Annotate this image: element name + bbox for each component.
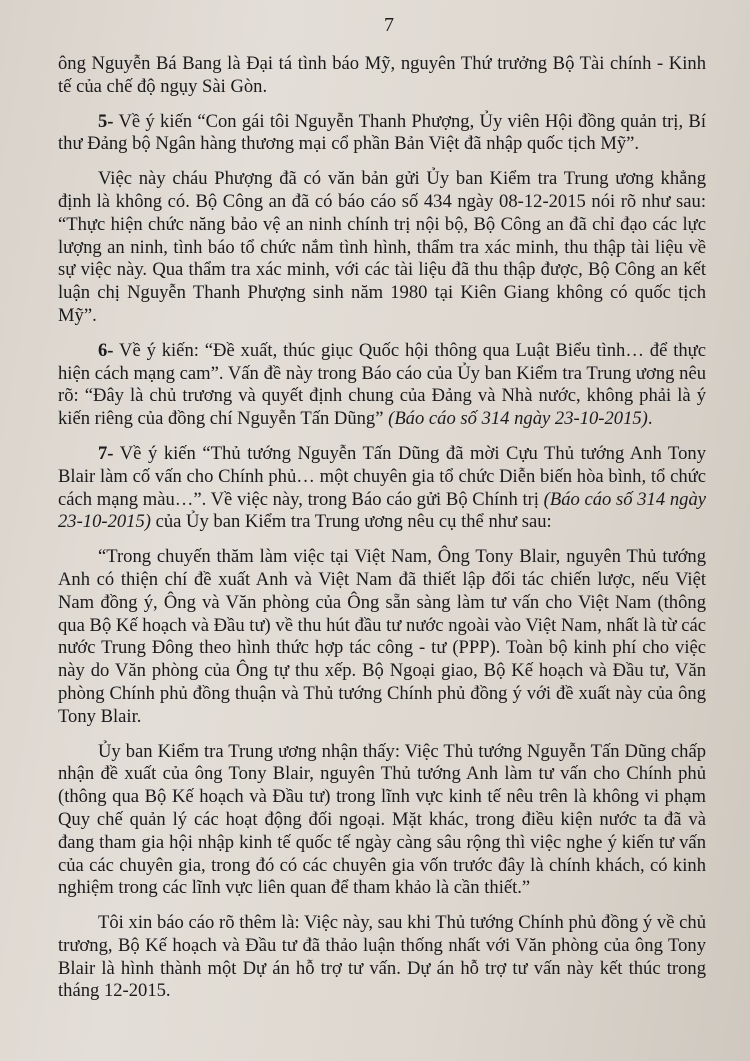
item-text: Về ý kiến: “Đề xuất, thúc giục Quốc hội thông qua Luật Biểu tình… để thực hiện cách mạng cam”. Vấn đề này trong Báo cáo của Ủy ban Kiểm tra Trung ương nêu rõ: “Đây là chủ trương và quyết định chung của Đảng và Nhà nước, không phải là ý kiến riêng của đồng chí Nguyễn Tấn Dũng” [58,339,706,430]
paragraph-item-7 [58,443,706,534]
item-text-tail: của Ủy ban Kiểm tra Trung ương nêu cụ thể như sau: [150,511,552,533]
paragraph-item-5 [58,111,706,157]
item-text: Về ý kiến “Con gái tôi Nguyễn Thanh Phượng, Ủy viên Hội đồng quản trị, Bí thư Đảng bộ Ngân hàng thương mại cổ phần Bản Việt đã nhập quốc tịch Mỹ”. [58,110,706,155]
paragraph-quote-2: Ủy ban Kiểm tra Trung ương nhận thấy: Việc Thủ tướng Nguyễn Tấn Dũng chấp nhận đề xuất của ông Tony Blair, nguyên Thủ tướng Anh làm tư vấn cho Chính phủ (thông qua Bộ Kế hoạch và Đầu tư) trong lĩnh vực kinh tế nêu trên là không vi phạm Quy chế quản lý các hoạt động đối ngoại. Mặt khác, trong điều kiện nước ta đã và đang tham gia hội nhập kinh tế quốc tế ngày càng sâu rộng thì việc nghe ý kiến tư vấn của các chuyên gia, trong đó có các chuyên gia vốn trước đây là chính khách, có kinh nghiệm trong các lĩnh vực liên quan để tham khảo là cần thiết.” [58,740,706,899]
report-citation: (Báo cáo số 314 ngày 23-10-2015) [388,408,648,430]
item-number: 6- [98,339,114,361]
paragraph-item-5-answer: Việc này cháu Phượng đã có văn bản gửi Ủy ban Kiểm tra Trung ương khẳng định là không có. Bộ Công an đã có báo cáo số 434 ngày 08-12-2015 nói rõ như sau: “Thực hiện chức năng bảo vệ an ninh chính trị nội bộ, Bộ Công an đã chỉ đạo các lực lượng an ninh, tình báo tổ chức nắm tình hình, thẩm tra xác minh, thu thập tài liệu về sự việc này. Qua thẩm tra xác minh, với các tài liệu đã thu thập được, Bộ Công an kết luận chị Nguyễn Thanh Phượng sinh năm 1980 tại Kiên Giang không có quốc tịch Mỹ”. [58,168,706,326]
paragraph-item-6 [58,340,706,431]
item-number: 5- [98,110,114,132]
paragraph-quote-1: “Trong chuyến thăm làm việc tại Việt Nam, Ông Tony Blair, nguyên Thủ tướng Anh có thiện chí đề xuất Anh và Việt Nam đã thiết lập đối tác chiến lược, nếu Việt Nam đồng ý, Ông và Văn phòng của Ông sẵn sàng làm tư vấn cho Việt Nam (thông qua Bộ Kế hoạch và Đầu tư) về thu hút đầu tư nước ngoài vào Việt Nam, nhất là từ các nước Trung Đông theo hình thức hợp tác công - tư (PPP). Toàn bộ kinh phí cho việc này do Văn phòng của Ông tự thu xếp. Bộ Ngoại giao, Bộ Kế hoạch và Đầu tư, Văn phòng Chính phủ đồng thuận và Thủ tướng Chính phủ đồng ý với đề xuất này của ông Tony Blair. [58,546,706,727]
item-text: Về ý kiến “Thủ tướng Nguyễn Tấn Dũng đã mời Cựu Thủ tướng Anh Tony Blair làm cố vấn cho Chính phủ… một chuyên gia tổ chức Diễn biến hòa bình, tổ chức cách mạng màu…”. Về việc này, trong Báo cáo gửi Bộ Chính trị [58,442,706,510]
item-text-tail: . [647,408,653,430]
paragraph-continuation: ông Nguyễn Bá Bang là Đại tá tình báo Mỹ, nguyên Thứ trưởng Bộ Tài chính - Kinh tế của chế độ ngụy Sài Gòn. [58,53,706,97]
item-number: 7- [98,442,114,464]
report-citation: (Báo cáo số 314 ngày 23-10-2015) [58,488,706,533]
paragraph-closing: Tôi xin báo cáo rõ thêm là: Việc này, sau khi Thủ tướng Chính phủ đồng ý về chủ trương, Bộ Kế hoạch và Đầu tư đã thảo luận thống nhất với Văn phòng của ông Tony Blair là hình thành một Dự án hỗ trợ tư vấn. Dự án hỗ trợ tư vấn này kết thúc trong tháng 12-2015. [58,912,706,1002]
page-number: 7 [384,14,394,36]
